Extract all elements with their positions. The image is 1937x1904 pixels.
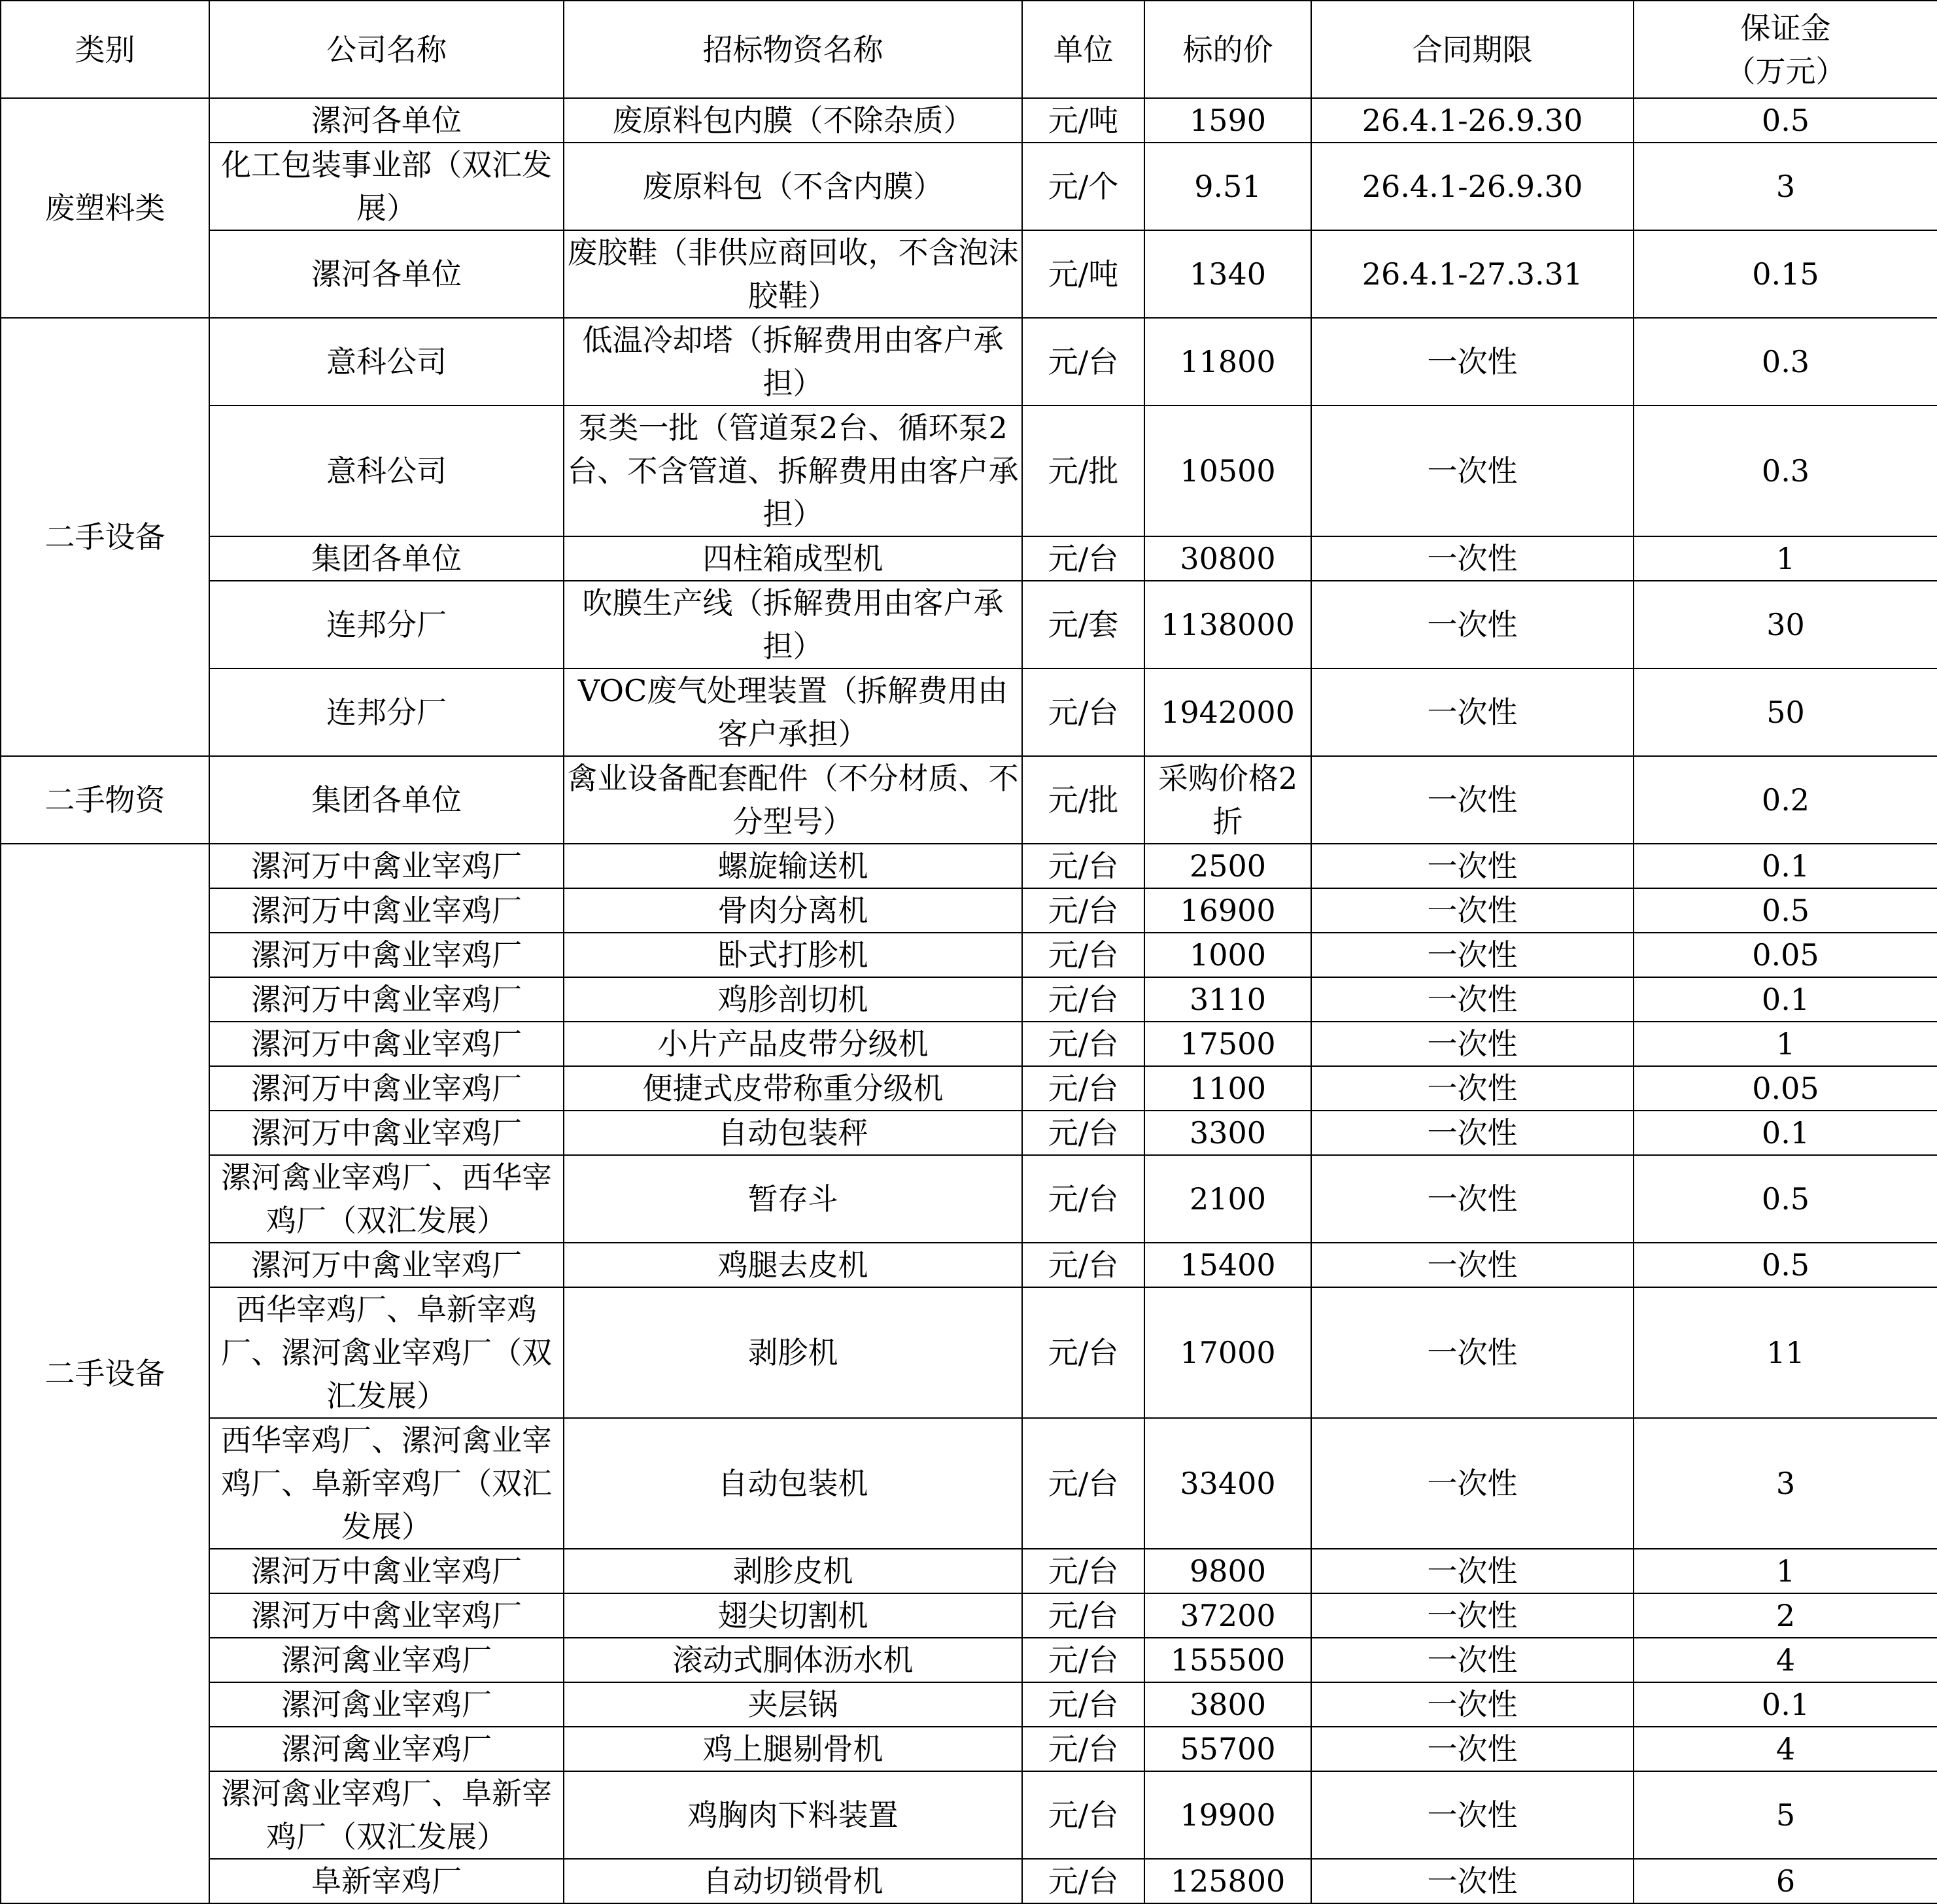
company-cell: 西华宰鸡厂、漯河禽业宰鸡厂、阜新宰鸡厂（双汇发展） [209, 1418, 564, 1549]
unit-cell: 元/套 [1022, 581, 1144, 668]
company-cell: 漯河万中禽业宰鸡厂 [209, 977, 564, 1022]
unit-cell: 元/台 [1022, 888, 1144, 933]
unit-cell: 元/台 [1022, 1727, 1144, 1771]
table-body [1, 1, 1937, 1903]
header-row [1, 1, 1937, 98]
price-cell: 采购价格2折 [1144, 756, 1311, 844]
price-cell: 3300 [1144, 1111, 1311, 1155]
company-cell: 漯河万中禽业宰鸡厂 [209, 1111, 564, 1155]
deposit-cell: 0.15 [1634, 230, 1937, 318]
item-cell: 鸡胗剖切机 [564, 977, 1022, 1022]
item-cell: 翅尖切割机 [564, 1593, 1022, 1638]
company-cell: 集团各单位 [209, 756, 564, 844]
unit-cell: 元/吨 [1022, 98, 1144, 143]
table-row [1, 668, 1937, 756]
company-cell: 漯河禽业宰鸡厂、阜新宰鸡厂（双汇发展） [209, 1771, 564, 1859]
unit-cell: 元/台 [1022, 1638, 1144, 1682]
item-cell: 自动包装秤 [564, 1111, 1022, 1155]
item-cell: 鸡腿去皮机 [564, 1243, 1022, 1287]
header-item: 招标物资名称 [564, 1, 1022, 98]
item-cell: 夹层锅 [564, 1682, 1022, 1727]
category-used-materials: 二手物资 [1, 756, 209, 844]
table-row [1, 844, 1937, 888]
company-cell: 阜新宰鸡厂 [209, 1859, 564, 1903]
table-row [1, 536, 1937, 581]
item-cell: 卧式打胗机 [564, 933, 1022, 977]
unit-cell: 元/台 [1022, 844, 1144, 888]
category-waste-plastic: 废塑料类 [1, 98, 209, 318]
price-cell: 19900 [1144, 1771, 1311, 1859]
table-row [1, 977, 1937, 1022]
company-cell: 漯河各单位 [209, 230, 564, 318]
table-row [1, 888, 1937, 933]
deposit-cell: 0.5 [1634, 1155, 1937, 1243]
unit-cell: 元/吨 [1022, 230, 1144, 318]
term-cell: 一次性 [1311, 1111, 1634, 1155]
term-cell: 一次性 [1311, 1549, 1634, 1593]
deposit-cell: 0.5 [1634, 98, 1937, 143]
deposit-cell: 1 [1634, 1549, 1937, 1593]
unit-cell: 元/个 [1022, 143, 1144, 230]
table-row [1, 1243, 1937, 1287]
unit-cell: 元/台 [1022, 1243, 1144, 1287]
table-row [1, 756, 1937, 844]
unit-cell: 元/台 [1022, 977, 1144, 1022]
item-cell: 便捷式皮带称重分级机 [564, 1066, 1022, 1111]
company-cell: 集团各单位 [209, 536, 564, 581]
price-cell: 1000 [1144, 933, 1311, 977]
company-cell: 化工包装事业部（双汇发展） [209, 143, 564, 230]
term-cell: 一次性 [1311, 1593, 1634, 1638]
deposit-cell: 0.2 [1634, 756, 1937, 844]
item-cell: 四柱箱成型机 [564, 536, 1022, 581]
term-cell: 一次性 [1311, 1287, 1634, 1418]
term-cell: 一次性 [1311, 1682, 1634, 1727]
price-cell: 3800 [1144, 1682, 1311, 1727]
header-price: 标的价 [1144, 1, 1311, 98]
unit-cell: 元/台 [1022, 1549, 1144, 1593]
table-row [1, 1771, 1937, 1859]
unit-cell: 元/台 [1022, 1155, 1144, 1243]
term-cell: 一次性 [1311, 406, 1634, 536]
price-cell: 1340 [1144, 230, 1311, 318]
company-cell: 连邦分厂 [209, 581, 564, 668]
price-cell: 1138000 [1144, 581, 1311, 668]
unit-cell: 元/台 [1022, 1287, 1144, 1418]
deposit-cell: 0.1 [1634, 1682, 1937, 1727]
deposit-cell: 0.5 [1634, 888, 1937, 933]
item-cell: 骨肉分离机 [564, 888, 1022, 933]
company-cell: 西华宰鸡厂、阜新宰鸡厂、漯河禽业宰鸡厂（双汇发展） [209, 1287, 564, 1418]
term-cell: 一次性 [1311, 1771, 1634, 1859]
item-cell: VOC废气处理装置（拆解费用由客户承担） [564, 668, 1022, 756]
company-cell: 漯河禽业宰鸡厂 [209, 1682, 564, 1727]
header-unit: 单位 [1022, 1, 1144, 98]
deposit-cell: 5 [1634, 1771, 1937, 1859]
item-cell: 螺旋输送机 [564, 844, 1022, 888]
price-cell: 9.51 [1144, 143, 1311, 230]
unit-cell: 元/批 [1022, 756, 1144, 844]
price-cell: 1100 [1144, 1066, 1311, 1111]
term-cell: 一次性 [1311, 1022, 1634, 1066]
item-cell: 鸡胸肉下料装置 [564, 1771, 1022, 1859]
term-cell: 一次性 [1311, 888, 1634, 933]
term-cell: 一次性 [1311, 1638, 1634, 1682]
table-row [1, 933, 1937, 977]
term-cell: 一次性 [1311, 844, 1634, 888]
company-cell: 漯河禽业宰鸡厂、西华宰鸡厂（双汇发展） [209, 1155, 564, 1243]
deposit-cell: 3 [1634, 1418, 1937, 1549]
deposit-cell: 11 [1634, 1287, 1937, 1418]
table-row [1, 1638, 1937, 1682]
price-cell: 17500 [1144, 1022, 1311, 1066]
term-cell: 一次性 [1311, 668, 1634, 756]
price-cell: 155500 [1144, 1638, 1311, 1682]
company-cell: 连邦分厂 [209, 668, 564, 756]
deposit-cell: 0.1 [1634, 1111, 1937, 1155]
price-cell: 33400 [1144, 1418, 1311, 1549]
term-cell: 一次性 [1311, 1155, 1634, 1243]
unit-cell: 元/台 [1022, 668, 1144, 756]
term-cell: 一次性 [1311, 581, 1634, 668]
deposit-cell: 0.05 [1634, 1066, 1937, 1111]
term-cell: 26.4.1-26.9.30 [1311, 143, 1634, 230]
item-cell: 小片产品皮带分级机 [564, 1022, 1022, 1066]
price-cell: 17000 [1144, 1287, 1311, 1418]
company-cell: 漯河万中禽业宰鸡厂 [209, 1593, 564, 1638]
term-cell: 一次性 [1311, 318, 1634, 406]
price-cell: 16900 [1144, 888, 1311, 933]
deposit-cell: 0.3 [1634, 406, 1937, 536]
deposit-cell: 0.1 [1634, 844, 1937, 888]
item-cell: 剥胗机 [564, 1287, 1022, 1418]
deposit-cell: 4 [1634, 1727, 1937, 1771]
price-cell: 15400 [1144, 1243, 1311, 1287]
item-cell: 滚动式胴体沥水机 [564, 1638, 1022, 1682]
term-cell: 一次性 [1311, 1243, 1634, 1287]
table-row [1, 143, 1937, 230]
company-cell: 漯河万中禽业宰鸡厂 [209, 1066, 564, 1111]
price-cell: 30800 [1144, 536, 1311, 581]
item-cell: 废原料包（不含内膜） [564, 143, 1022, 230]
unit-cell: 元/台 [1022, 1682, 1144, 1727]
term-cell: 26.4.1-26.9.30 [1311, 98, 1634, 143]
unit-cell: 元/批 [1022, 406, 1144, 536]
price-cell: 125800 [1144, 1859, 1311, 1903]
table-row [1, 1111, 1937, 1155]
company-cell: 意科公司 [209, 406, 564, 536]
table-row [1, 1859, 1937, 1903]
unit-cell: 元/台 [1022, 1418, 1144, 1549]
company-cell: 漯河万中禽业宰鸡厂 [209, 933, 564, 977]
header-term: 合同期限 [1311, 1, 1634, 98]
price-cell: 37200 [1144, 1593, 1311, 1638]
unit-cell: 元/台 [1022, 1771, 1144, 1859]
table-row [1, 1287, 1937, 1418]
term-cell: 一次性 [1311, 756, 1634, 844]
table-row [1, 1066, 1937, 1111]
item-cell: 废原料包内膜（不除杂质） [564, 98, 1022, 143]
table-row [1, 1022, 1937, 1066]
term-cell: 一次性 [1311, 1859, 1634, 1903]
table-row [1, 98, 1937, 143]
category-used-equipment: 二手设备 [1, 318, 209, 756]
category-used-equipment-poultry: 二手设备 [1, 844, 209, 1903]
price-cell: 9800 [1144, 1549, 1311, 1593]
unit-cell: 元/台 [1022, 536, 1144, 581]
unit-cell: 元/台 [1022, 1111, 1144, 1155]
company-cell: 漯河万中禽业宰鸡厂 [209, 1549, 564, 1593]
table-row [1, 1155, 1937, 1243]
company-cell: 漯河禽业宰鸡厂 [209, 1727, 564, 1771]
header-company: 公司名称 [209, 1, 564, 98]
term-cell: 一次性 [1311, 1727, 1634, 1771]
term-cell: 一次性 [1311, 1066, 1634, 1111]
company-cell: 漯河万中禽业宰鸡厂 [209, 888, 564, 933]
unit-cell: 元/台 [1022, 1593, 1144, 1638]
price-cell: 2100 [1144, 1155, 1311, 1243]
header-deposit-line2: （万元） [1725, 53, 1846, 89]
item-cell: 自动包装机 [564, 1418, 1022, 1549]
item-cell: 吹膜生产线（拆解费用由客户承担） [564, 581, 1022, 668]
item-cell: 剥胗皮机 [564, 1549, 1022, 1593]
company-cell: 漯河万中禽业宰鸡厂 [209, 844, 564, 888]
company-cell: 漯河禽业宰鸡厂 [209, 1638, 564, 1682]
unit-cell: 元/台 [1022, 1022, 1144, 1066]
item-cell: 禽业设备配套配件（不分材质、不分型号） [564, 756, 1022, 844]
header-deposit [1634, 1, 1937, 98]
price-cell: 1942000 [1144, 668, 1311, 756]
table-row [1, 406, 1937, 536]
deposit-cell: 50 [1634, 668, 1937, 756]
deposit-cell: 4 [1634, 1638, 1937, 1682]
table-row [1, 1418, 1937, 1549]
company-cell: 漯河各单位 [209, 98, 564, 143]
item-cell: 废胶鞋（非供应商回收，不含泡沫胶鞋） [564, 230, 1022, 318]
price-cell: 55700 [1144, 1727, 1311, 1771]
unit-cell: 元/台 [1022, 933, 1144, 977]
table-row [1, 230, 1937, 318]
price-cell: 3110 [1144, 977, 1311, 1022]
term-cell: 一次性 [1311, 536, 1634, 581]
term-cell: 一次性 [1311, 977, 1634, 1022]
company-cell: 意科公司 [209, 318, 564, 406]
item-cell: 鸡上腿剔骨机 [564, 1727, 1022, 1771]
deposit-cell: 2 [1634, 1593, 1937, 1638]
price-cell: 2500 [1144, 844, 1311, 888]
price-cell: 11800 [1144, 318, 1311, 406]
table-row [1, 1549, 1937, 1593]
header-deposit-line1: 保证金 [1740, 10, 1831, 46]
company-cell: 漯河万中禽业宰鸡厂 [209, 1243, 564, 1287]
company-cell: 漯河万中禽业宰鸡厂 [209, 1022, 564, 1066]
term-cell: 一次性 [1311, 933, 1634, 977]
table-row [1, 318, 1937, 406]
item-cell: 暂存斗 [564, 1155, 1022, 1243]
deposit-cell: 0.1 [1634, 977, 1937, 1022]
unit-cell: 元/台 [1022, 1066, 1144, 1111]
deposit-cell: 3 [1634, 143, 1937, 230]
deposit-cell: 1 [1634, 1022, 1937, 1066]
table-row [1, 1727, 1937, 1771]
unit-cell: 元/台 [1022, 1859, 1144, 1903]
table-row [1, 1682, 1937, 1727]
item-cell: 低温冷却塔（拆解费用由客户承担） [564, 318, 1022, 406]
header-category: 类别 [1, 1, 209, 98]
deposit-cell: 6 [1634, 1859, 1937, 1903]
deposit-cell: 1 [1634, 536, 1937, 581]
deposit-cell: 0.5 [1634, 1243, 1937, 1287]
unit-cell: 元/台 [1022, 318, 1144, 406]
deposit-cell: 0.3 [1634, 318, 1937, 406]
deposit-cell: 30 [1634, 581, 1937, 668]
table-row [1, 1593, 1937, 1638]
item-cell: 泵类一批（管道泵2台、循环泵2台、不含管道、拆解费用由客户承担） [564, 406, 1022, 536]
table-row [1, 581, 1937, 668]
item-cell: 自动切锁骨机 [564, 1859, 1022, 1903]
price-cell: 10500 [1144, 406, 1311, 536]
term-cell: 一次性 [1311, 1418, 1634, 1549]
deposit-cell: 0.05 [1634, 933, 1937, 977]
term-cell: 26.4.1-27.3.31 [1311, 230, 1634, 318]
price-cell: 1590 [1144, 98, 1311, 143]
